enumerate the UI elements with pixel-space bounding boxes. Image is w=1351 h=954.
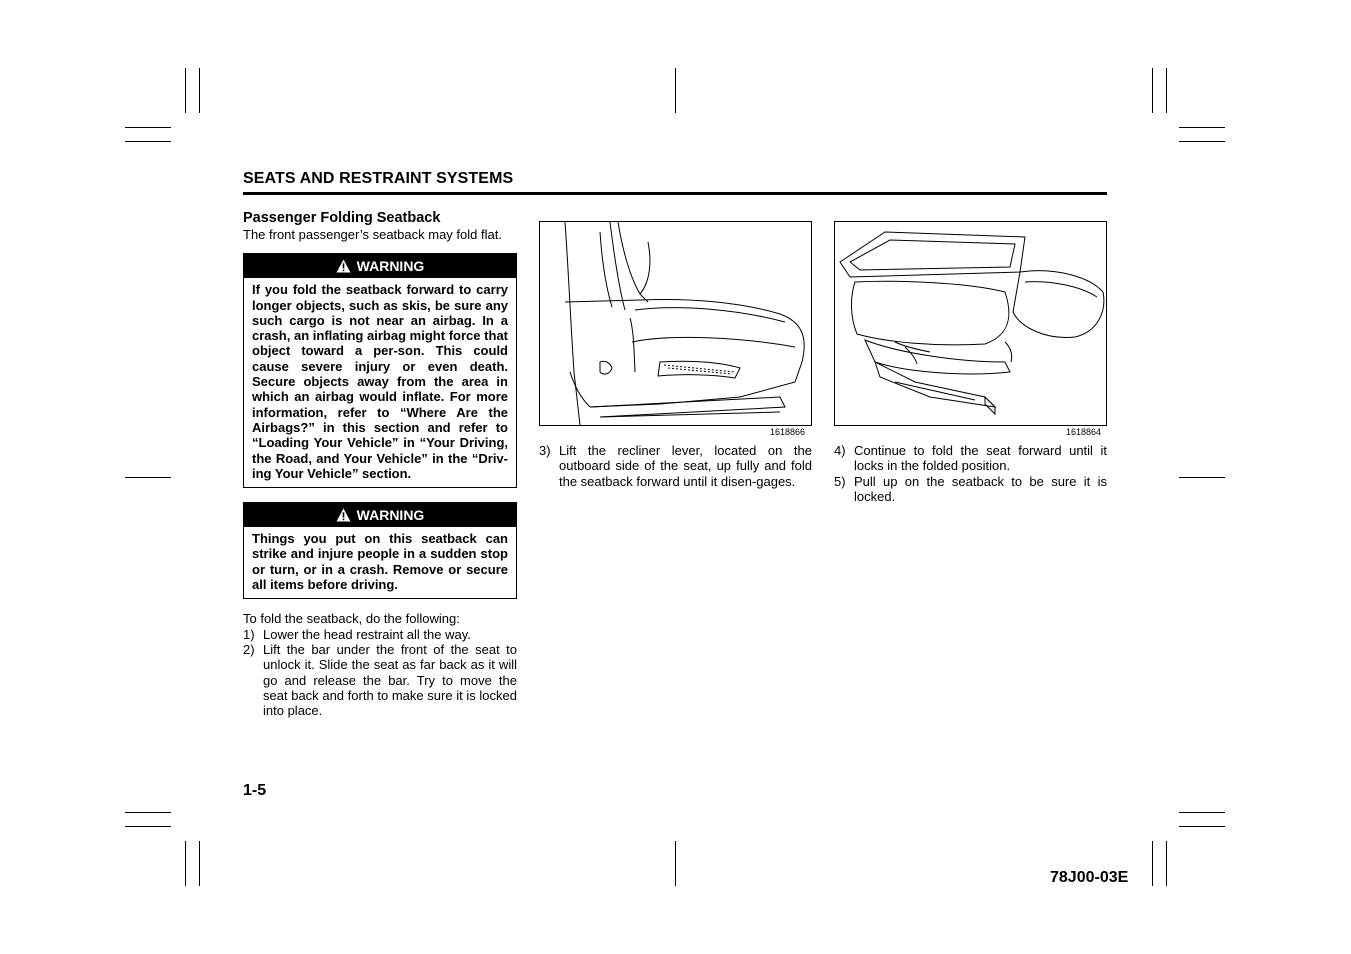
- steps-list: [834, 443, 1107, 504]
- figure-number: 1618866: [770, 427, 806, 437]
- warning-box-1: [243, 253, 517, 488]
- subsection-heading: Passenger Folding Seatback: [243, 210, 441, 226]
- step-number: 4): [834, 443, 846, 458]
- list-item: [834, 474, 1107, 505]
- column-3: [834, 443, 1107, 504]
- step-text: Lift the recliner lever, located on the outboard side of the seat, up fully and fold the seatback forward until it disen-gages.: [559, 443, 812, 489]
- warning-triangle-icon: [336, 259, 351, 273]
- warning-triangle-icon: [336, 508, 351, 522]
- section-divider: [243, 192, 1107, 195]
- step-number: 5): [834, 473, 846, 489]
- warning-text: If you fold the seatback forward to carry longer objects, such as skis, be sure any such cargo is not near an airbag. In a crash, an inflating airbag might force that object toward a per-son. This could cause severe injury or even death. Secure objects away from the area in which an airbag would inflate. For more information, refer to “Where Are the Airbags?” in this section and refer to “Loading Your Vehicle” in “Your Driving, the Road, and Your Vehicle” in the “Driv-ing Your Vehicle” section.: [252, 282, 508, 481]
- step-text: Lower the head restraint all the way.: [263, 626, 471, 642]
- step-number: 2): [243, 641, 255, 657]
- warning-text: Things you put on this seatback can strike and injure people in a sudden stop or turn, or in a crash. Remove or secure all items before driving.: [252, 531, 508, 593]
- steps-list: [243, 627, 517, 719]
- step-text: Lift the bar under the front of the seat to unlock it. Slide the seat as far back as it will go and release the bar. Try to move the seat back and forth to make sure it is locked into place.: [263, 641, 517, 719]
- figure-number: 1618864: [1066, 427, 1102, 437]
- warning-header: [244, 254, 516, 278]
- intro-paragraph: The front passenger’s seatback may fold flat.: [243, 227, 502, 242]
- seat-recliner-illustration: [539, 221, 812, 426]
- column-2: [539, 443, 812, 489]
- list-item: [243, 627, 517, 642]
- list-item: [539, 443, 812, 489]
- warning-header: [244, 503, 516, 527]
- step-number: 1): [243, 626, 255, 642]
- list-item: [243, 642, 517, 718]
- warning-box-2: [243, 502, 517, 599]
- warning-label: WARNING: [356, 507, 425, 524]
- page-number: 1-5: [243, 782, 267, 799]
- instructions-intro: To fold the seatback, do the following:: [243, 611, 460, 627]
- list-item: [834, 443, 1107, 474]
- section-title: SEATS AND RESTRAINT SYSTEMS: [243, 170, 514, 187]
- warning-label: WARNING: [356, 258, 425, 275]
- steps-list: [539, 443, 812, 489]
- step-text: Pull up on the seatback to be sure it is locked.: [854, 473, 1107, 504]
- step-text: Continue to fold the seat forward until it locks in the folded position.: [854, 443, 1107, 474]
- step-number: 3): [539, 443, 551, 458]
- column-1: [243, 210, 517, 718]
- document-code: 78J00-03E: [1050, 869, 1129, 886]
- seat-folded-illustration: [834, 221, 1107, 426]
